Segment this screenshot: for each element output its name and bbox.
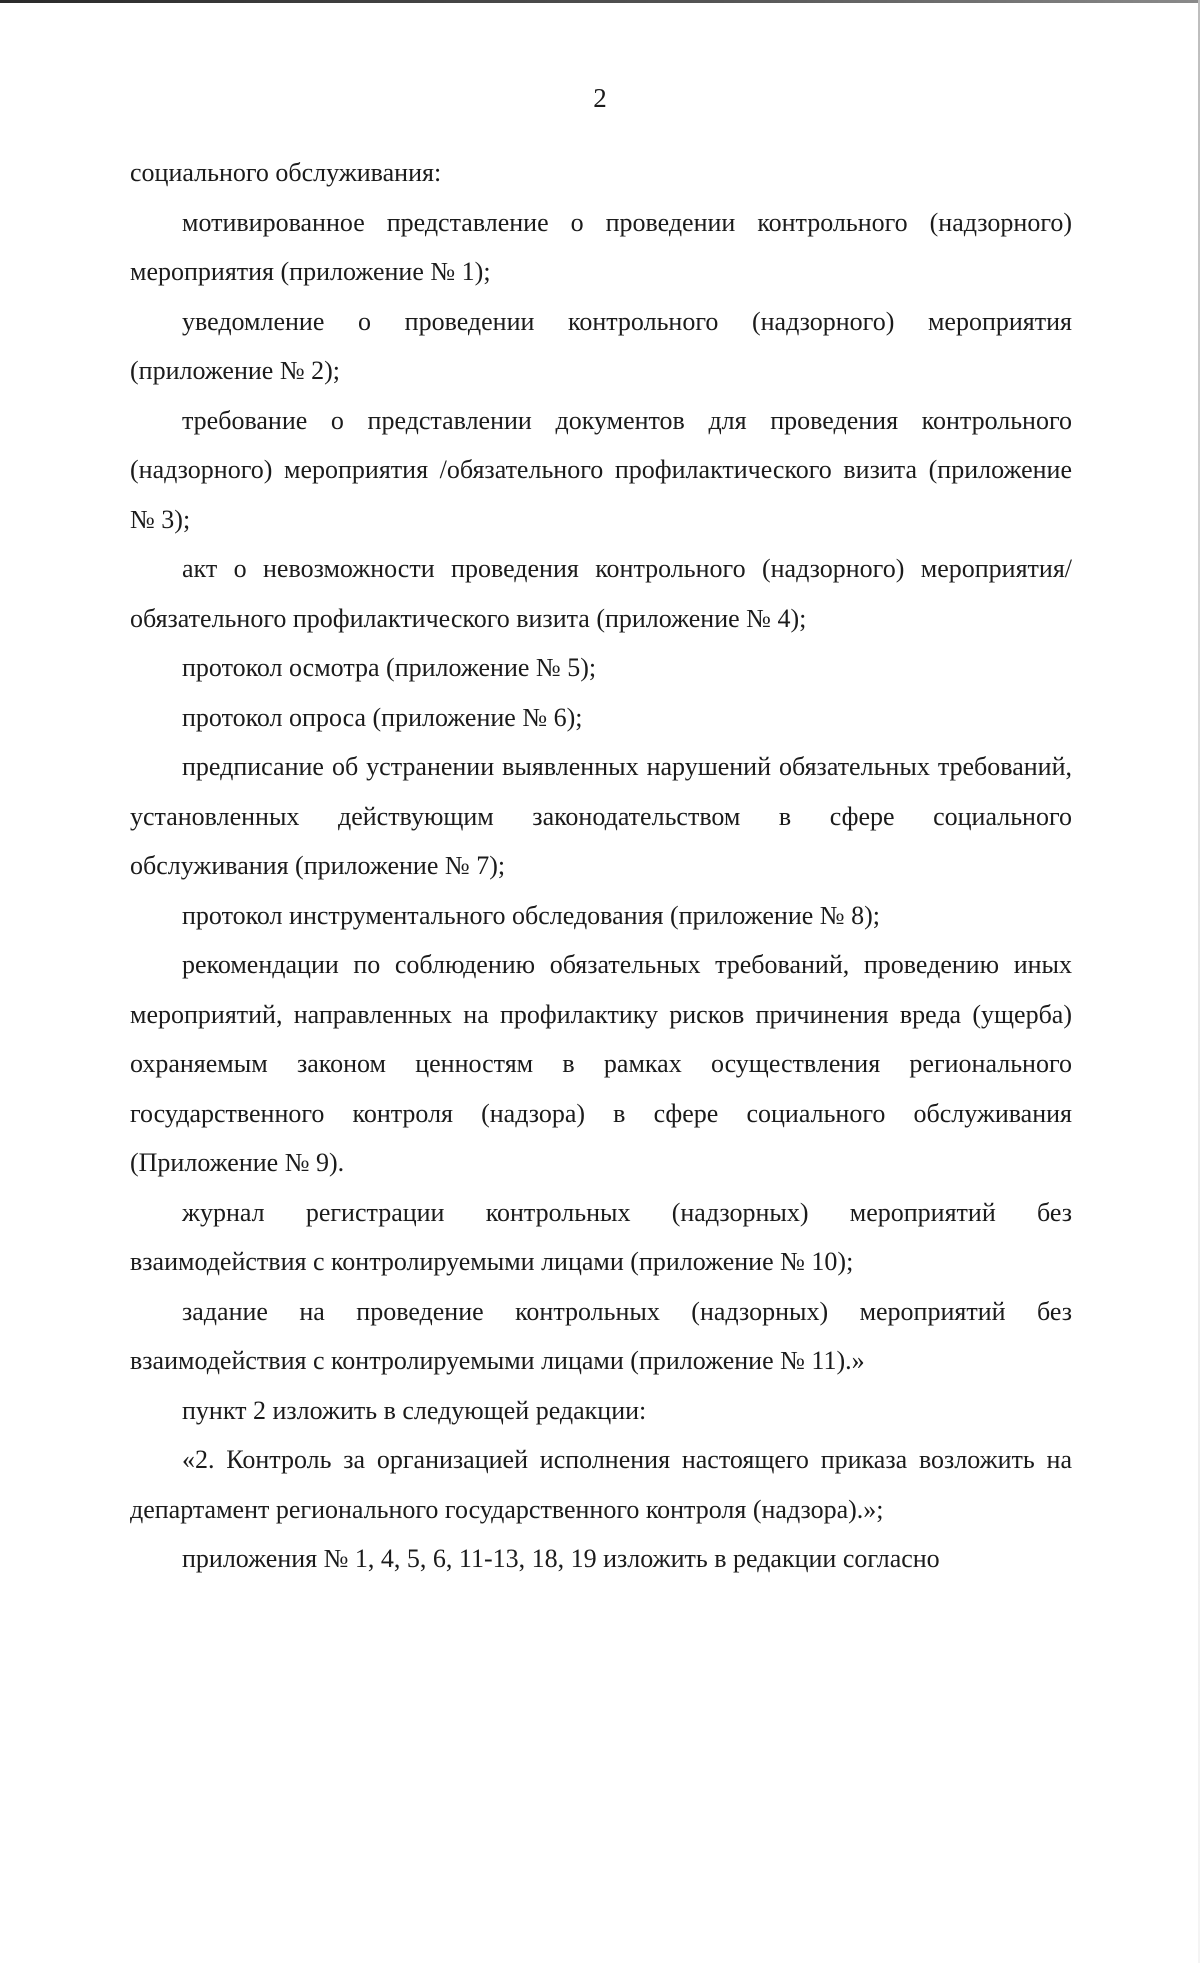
list-item-document-request: требование о представлении документов для проведения контрольного (надзорного) мероприятия /обязательного профилактического визита (приложение № 3); <box>130 405 1072 534</box>
list-item-recommendations: рекомендации по соблюдению обязательных требований, проведению иных мероприятий, направленных на профилактику рисков причинения вреда (ущерба) охраняемым законом ценностям в рамках осуществления регионального государственного контроля (надзора) в сфере социального обслуживания (Приложение № 9). <box>130 950 1072 1177</box>
document-body <box>130 148 1072 1584</box>
list-item-assignment: задание на проведение контрольных (надзорных) мероприятий без взаимодействия с контролируемыми лицами (приложение № 11).» <box>130 1296 1072 1375</box>
scan-top-edge <box>0 0 1200 3</box>
list-item-registration-journal: журнал регистрации контрольных (надзорных) мероприятий без взаимодействия с контролируемыми лицами (приложение № 10); <box>130 1197 1072 1276</box>
list-item-instrumental-protocol: протокол инструментального обследования (приложение № 8); <box>182 900 880 930</box>
paragraph-appendices: приложения № 1, 4, 5, 6, 11-13, 18, 19 изложить в редакции согласно <box>182 1544 940 1573</box>
list-item-survey-protocol: протокол опроса (приложение № 6); <box>182 702 583 732</box>
paragraph-point-2-intro: пункт 2 изложить в следующей редакции: <box>182 1395 647 1425</box>
list-item-motivated-representation: мотивированное представление о проведении контрольного (надзорного) мероприятия (приложение № 1); <box>130 207 1072 286</box>
page-number: 2 <box>593 83 607 113</box>
list-item-notification: уведомление о проведении контрольного (надзорного) мероприятия (приложение № 2); <box>130 306 1072 385</box>
paragraph-point-2-text: «2. Контроль за организацией исполнения настоящего приказа возложить на департамент регионального государственного контроля (надзора).»; <box>130 1445 1072 1524</box>
paragraph-continuation: социального обслуживания: <box>130 158 442 187</box>
list-item-impossibility-act: акт о невозможности проведения контрольного (надзорного) мероприятия/обязательного профилактического визита (приложение № 4); <box>130 554 1072 633</box>
list-item-order-violations: предписание об устранении выявленных нарушений обязательных требований, установленных действующим законодательством в сфере социального обслуживания (приложение № 7); <box>130 752 1072 880</box>
list-item-inspection-protocol: протокол осмотра (приложение № 5); <box>182 653 597 682</box>
